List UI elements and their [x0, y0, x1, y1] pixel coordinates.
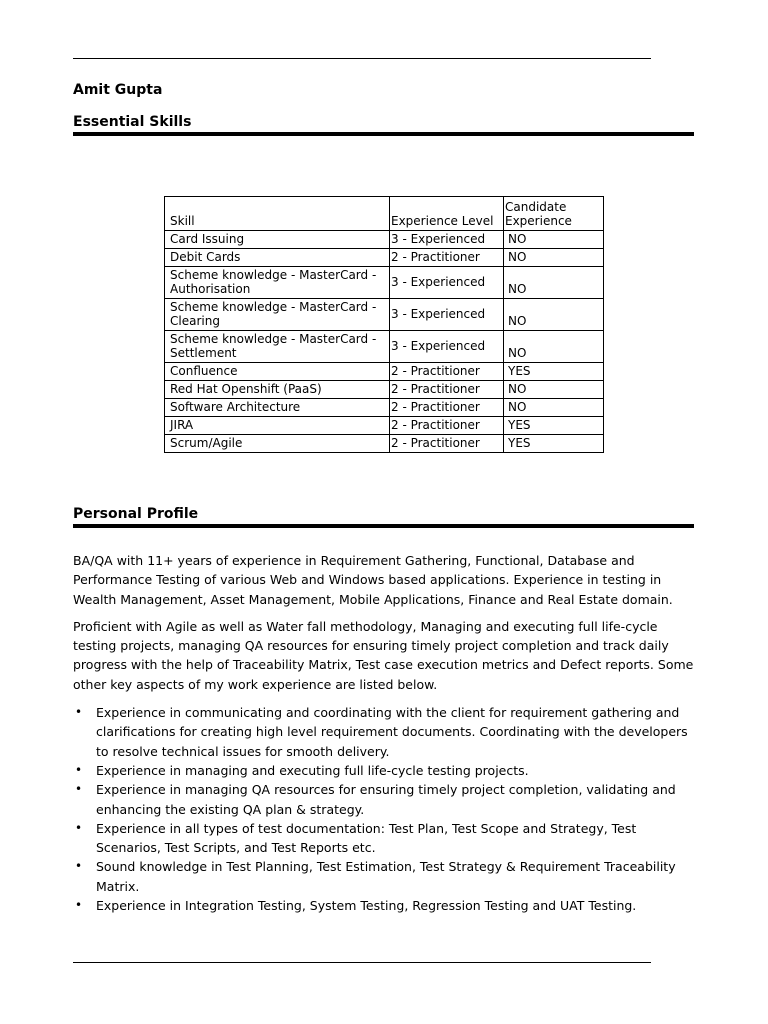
- bullet-icon: •: [75, 820, 83, 835]
- bottom-divider: [73, 962, 651, 963]
- table-row: [165, 299, 604, 331]
- row-experience: NO: [504, 249, 604, 267]
- row-level: 3 - Experienced: [390, 267, 504, 299]
- table-row: [165, 363, 604, 381]
- table-row: [165, 399, 604, 417]
- table-row: [165, 417, 604, 435]
- row-level: 3 - Experienced: [390, 231, 504, 249]
- profile-paragraph: Proficient with Agile as well as Water fall methodology, Managing and executing full life-cycle testing projects, managing QA resources for ensuring timely project completion and track daily progress with the help of Traceability Matrix, Test case execution metrics and Defect reports. Some other key aspects of my work experience are listed below.: [73, 618, 694, 692]
- table-row: [165, 249, 604, 267]
- bullet-icon: •: [75, 898, 83, 913]
- row-experience: NO: [504, 299, 604, 331]
- list-item-text: Sound knowledge in Test Planning, Test Estimation, Test Strategy & Requirement Traceability Matrix.: [96, 859, 676, 894]
- row-level: 2 - Practitioner: [390, 249, 504, 267]
- row-skill: Confluence: [165, 363, 390, 381]
- row-level: 3 - Experienced: [390, 299, 504, 331]
- list-item: [73, 896, 695, 915]
- top-divider: [73, 58, 651, 59]
- header-skill: Skill: [165, 197, 390, 231]
- list-item-text: Experience in managing QA resources for ensuring timely project completion, validating and enhancing the existing QA plan & strategy.: [96, 782, 676, 817]
- row-skill: Debit Cards: [165, 249, 390, 267]
- list-item: [73, 761, 695, 780]
- row-skill: Card Issuing: [165, 231, 390, 249]
- essential-skills-heading: Essential Skills: [73, 114, 192, 130]
- list-item: [73, 857, 695, 896]
- row-experience: NO: [504, 331, 604, 363]
- list-item: [73, 780, 695, 819]
- bullet-icon: •: [75, 782, 83, 797]
- row-skill: [165, 267, 390, 299]
- row-skill: Scrum/Agile: [165, 435, 390, 453]
- row-level: 3 - Experienced: [390, 331, 504, 363]
- row-level: 2 - Practitioner: [390, 381, 504, 399]
- header-candidate-line1: Candidate: [505, 200, 567, 214]
- row-level: 2 - Practitioner: [390, 417, 504, 435]
- list-item: [73, 819, 695, 858]
- row-skill: [165, 331, 390, 363]
- profile-paragraph: BA/QA with 11+ years of experience in Requirement Gathering, Functional, Database and Performance Testing of various Web and Windows based applications. Experience in testing in Wealth Management, Asset Management, Mobile Applications, Finance and Real Estate domain.: [73, 553, 673, 607]
- row-skill-line2: Clearing: [170, 314, 220, 328]
- row-level: 2 - Practitioner: [390, 435, 504, 453]
- row-experience: YES: [504, 435, 604, 453]
- row-experience: NO: [504, 231, 604, 249]
- table-row: [165, 331, 604, 363]
- row-experience: NO: [504, 267, 604, 299]
- row-skill-line1: Scheme knowledge - MasterCard -: [170, 268, 377, 282]
- table-row: [165, 267, 604, 299]
- row-level: 2 - Practitioner: [390, 399, 504, 417]
- experience-bullet-list: [73, 703, 695, 915]
- header-level: Experience Level: [390, 197, 504, 231]
- personal-profile-rule: [73, 524, 694, 528]
- skills-table-header: [165, 197, 604, 231]
- row-experience: NO: [504, 381, 604, 399]
- table-row: [165, 231, 604, 249]
- row-experience: NO: [504, 399, 604, 417]
- list-item-text: Experience in managing and executing full life-cycle testing projects.: [96, 762, 529, 778]
- list-item: [73, 703, 695, 761]
- list-item-text: Experience in Integration Testing, System Testing, Regression Testing and UAT Testing.: [96, 898, 637, 914]
- row-skill-line1: Scheme knowledge - MasterCard -: [170, 300, 377, 314]
- header-candidate-experience: [504, 197, 604, 231]
- table-row: [165, 381, 604, 399]
- row-skill: Software Architecture: [165, 399, 390, 417]
- header-candidate-line2: Experience: [505, 214, 572, 228]
- list-item-text: Experience in communicating and coordinating with the client for requirement gathering and clarifications for creating high level requirement documents. Coordinating with the developers to resolve technical issues for smooth delivery.: [96, 705, 688, 759]
- table-row: [165, 435, 604, 453]
- row-skill: [165, 299, 390, 331]
- row-level: 2 - Practitioner: [390, 363, 504, 381]
- profile-body: [73, 551, 695, 915]
- row-skill: JIRA: [165, 417, 390, 435]
- row-experience: YES: [504, 417, 604, 435]
- skills-table: [164, 196, 604, 453]
- row-skill-line2: Settlement: [170, 346, 237, 360]
- row-skill-line1: Scheme knowledge - MasterCard -: [170, 332, 377, 346]
- list-item-text: Experience in all types of test documentation: Test Plan, Test Scope and Strategy, Test Scenarios, Test Scripts, and Test Reports etc.: [96, 820, 637, 856]
- personal-profile-heading: Personal Profile: [73, 506, 199, 522]
- row-experience: YES: [504, 363, 604, 381]
- bullet-icon: •: [75, 762, 83, 777]
- row-skill: Red Hat Openshift (PaaS): [165, 381, 390, 399]
- candidate-name: Amit Gupta: [73, 82, 163, 98]
- row-skill-line2: Authorisation: [170, 282, 251, 296]
- bullet-icon: •: [75, 705, 83, 720]
- bullet-icon: •: [75, 859, 83, 874]
- essential-skills-rule: [73, 132, 694, 136]
